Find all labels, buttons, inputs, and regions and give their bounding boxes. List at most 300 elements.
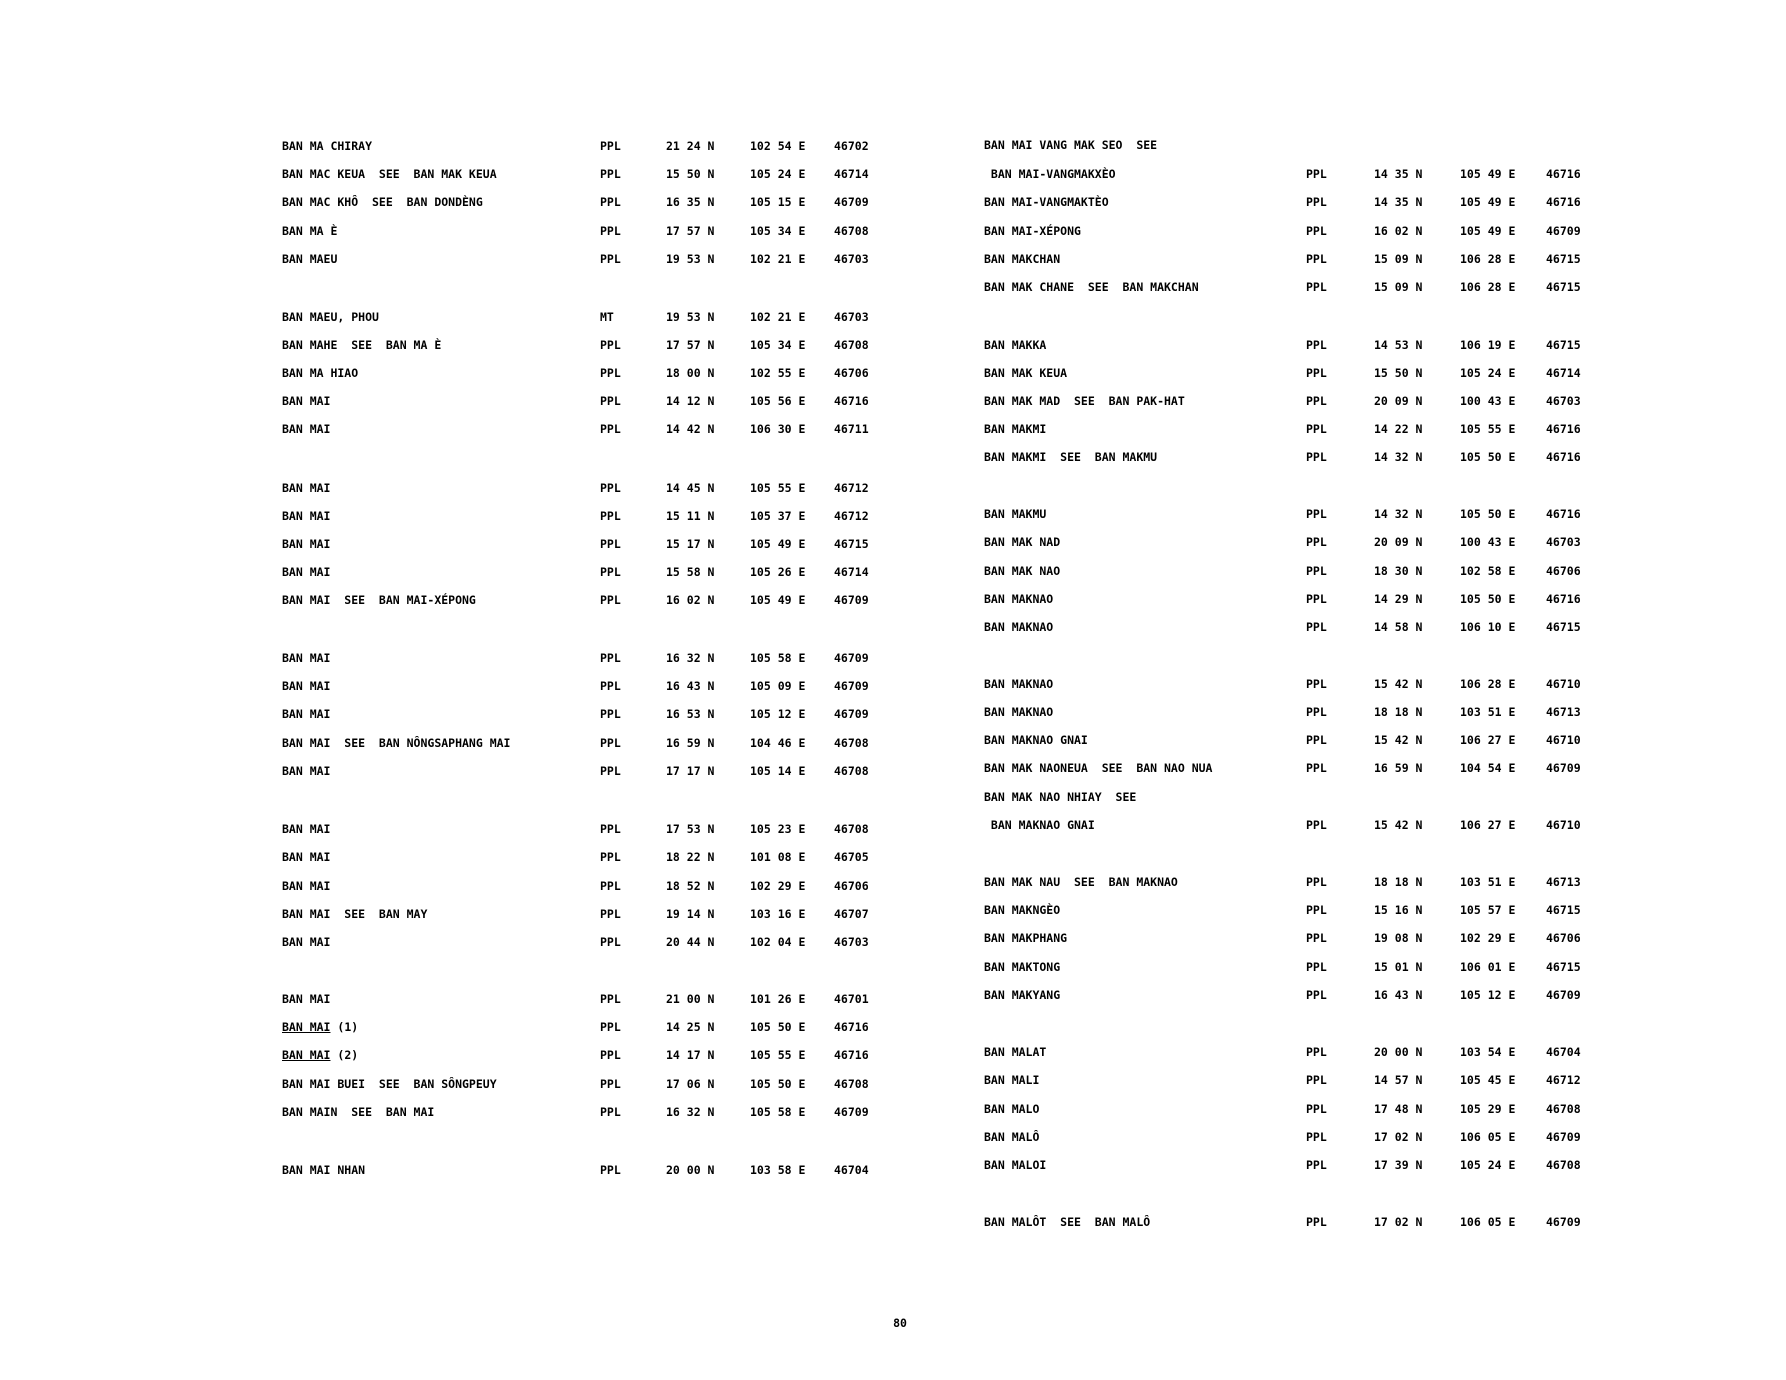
longitude: 105 29 E (1460, 1102, 1516, 1116)
longitude: 106 19 E (1460, 338, 1516, 352)
latitude: 17 39 N (1374, 1158, 1423, 1172)
place-name (984, 393, 1185, 409)
longitude: 105 49 E (1460, 195, 1516, 209)
map-code: 46715 (1546, 960, 1581, 974)
map-code: 46713 (1546, 705, 1581, 719)
place-name-text: BAN MAKMI SEE BAN MAKMU (984, 450, 1158, 464)
place-name (984, 279, 1199, 295)
place-name-text: BAN MALI (984, 1073, 1040, 1087)
latitude: 16 43 N (1374, 988, 1423, 1002)
latitude: 14 32 N (1374, 450, 1423, 464)
feature-type: PPL (600, 565, 621, 579)
place-name (984, 194, 1109, 210)
longitude: 101 08 E (750, 850, 806, 864)
place-name (282, 194, 483, 210)
map-code: 46716 (834, 394, 869, 408)
place-name (282, 337, 441, 353)
latitude: 15 50 N (1374, 366, 1423, 380)
feature-type: PPL (600, 167, 621, 181)
place-name-text: BAN MAI (282, 509, 331, 523)
place-name (282, 536, 330, 552)
place-name-text: BAN MAEU, PHOU (282, 310, 379, 324)
latitude: 16 32 N (666, 1105, 715, 1119)
feature-type: PPL (600, 195, 621, 209)
place-name-text: BAN MAKNGÈO (984, 903, 1061, 917)
latitude: 16 02 N (1374, 224, 1423, 238)
latitude: 17 06 N (666, 1077, 715, 1091)
place-name (984, 137, 1157, 153)
latitude: 17 17 N (666, 764, 715, 778)
place-name-text: BAN MAKNAO (984, 620, 1054, 634)
longitude: 105 24 E (1460, 1158, 1516, 1172)
longitude: 103 51 E (1460, 705, 1516, 719)
place-name-text: BAN MAI (282, 422, 331, 436)
longitude: 105 09 E (750, 679, 806, 693)
map-code: 46714 (834, 565, 869, 579)
place-name (282, 1076, 497, 1092)
place-name (984, 1044, 1046, 1060)
map-code: 46716 (1546, 450, 1581, 464)
latitude: 21 00 N (666, 992, 715, 1006)
latitude: 17 48 N (1374, 1102, 1423, 1116)
map-code: 46701 (834, 992, 869, 1006)
place-name-text: BAN MAI (282, 651, 331, 665)
place-name-text: BAN MAI-XÉPONG (984, 224, 1081, 238)
place-name-text: BAN MAC KHÔ SEE BAN DONDÈNG (282, 195, 483, 209)
map-code: 46710 (1546, 677, 1581, 691)
feature-type: PPL (600, 764, 621, 778)
place-name-text: BAN MAI BUEI SEE BAN SÔNGPEUY (282, 1077, 497, 1091)
longitude: 102 21 E (750, 252, 806, 266)
place-name-text: BAN MAKMU (984, 507, 1047, 521)
latitude: 14 17 N (666, 1048, 715, 1062)
latitude: 19 08 N (1374, 931, 1423, 945)
place-name (282, 934, 330, 950)
place-name-text: BAN MAI-VANGMAKXÈO (984, 167, 1116, 181)
longitude: 105 23 E (750, 822, 806, 836)
latitude: 15 50 N (666, 167, 715, 181)
longitude: 106 01 E (1460, 960, 1516, 974)
longitude: 105 24 E (750, 167, 806, 181)
feature-type: PPL (600, 509, 621, 523)
longitude: 106 28 E (1460, 252, 1516, 266)
longitude: 105 49 E (750, 537, 806, 551)
feature-type: PPL (1306, 252, 1327, 266)
latitude: 15 01 N (1374, 960, 1423, 974)
feature-type: PPL (1306, 677, 1327, 691)
place-name-text: BAN MALÔ (984, 1130, 1040, 1144)
place-name-text: BAN MAEU (282, 252, 338, 266)
latitude: 19 14 N (666, 907, 715, 921)
feature-type: PPL (1306, 705, 1327, 719)
latitude: 17 57 N (666, 338, 715, 352)
place-name-text: BAN MAI (282, 707, 331, 721)
feature-type: PPL (600, 224, 621, 238)
latitude: 14 32 N (1374, 507, 1423, 521)
place-name-text: BAN MAI (282, 764, 331, 778)
map-code: 46710 (1546, 818, 1581, 832)
place-name (984, 1157, 1046, 1173)
feature-type: PPL (600, 394, 621, 408)
longitude: 105 24 E (1460, 366, 1516, 380)
latitude: 16 53 N (666, 707, 715, 721)
place-name (282, 508, 330, 524)
map-code: 46708 (834, 764, 869, 778)
place-name (282, 365, 358, 381)
place-name-text: BAN MAK CHANE SEE BAN MAKCHAN (984, 280, 1199, 294)
place-name (984, 365, 1067, 381)
map-code: 46711 (834, 422, 869, 436)
latitude: 15 42 N (1374, 733, 1423, 747)
longitude: 102 58 E (1460, 564, 1516, 578)
longitude: 105 12 E (1460, 988, 1516, 1002)
latitude: 15 09 N (1374, 280, 1423, 294)
feature-type: PPL (1306, 450, 1327, 464)
map-code: 46709 (834, 593, 869, 607)
latitude: 14 35 N (1374, 167, 1423, 181)
place-name-text: BAN MAI (282, 537, 331, 551)
feature-type: PPL (600, 1077, 621, 1091)
latitude: 14 58 N (1374, 620, 1423, 634)
place-name (282, 1104, 434, 1120)
place-name-text: BAN MAKNAO (984, 705, 1054, 719)
latitude: 14 22 N (1374, 422, 1423, 436)
place-name-text: BAN MAI SEE BAN MAY (282, 907, 428, 921)
place-name-text: BAN MALAT (984, 1045, 1047, 1059)
latitude: 18 52 N (666, 879, 715, 893)
latitude: 20 00 N (666, 1163, 715, 1177)
map-code: 46703 (834, 310, 869, 324)
place-name-text: BAN MAKYANG (984, 988, 1061, 1002)
latitude: 15 17 N (666, 537, 715, 551)
place-name (984, 251, 1060, 267)
map-code: 46716 (1546, 422, 1581, 436)
place-name (984, 760, 1212, 776)
longitude: 105 50 E (750, 1020, 806, 1034)
place-name (984, 619, 1053, 635)
feature-type: PPL (1306, 1215, 1327, 1229)
place-name-text: BAN MAK NAONEUA SEE BAN NAO NUA (984, 761, 1213, 775)
longitude: 105 55 E (750, 1048, 806, 1062)
latitude: 16 02 N (666, 593, 715, 607)
latitude: 15 11 N (666, 509, 715, 523)
feature-type: PPL (1306, 1130, 1327, 1144)
map-code: 46702 (834, 139, 869, 153)
feature-type: PPL (1306, 422, 1327, 436)
feature-type: PPL (600, 252, 621, 266)
place-name (282, 138, 372, 154)
map-code: 46715 (1546, 338, 1581, 352)
place-name-text: BAN MAI (282, 992, 331, 1006)
place-name-text: BAN MAK NAO NHIAY SEE (984, 790, 1137, 804)
feature-type: PPL (600, 736, 621, 750)
feature-type: PPL (600, 366, 621, 380)
longitude: 106 27 E (1460, 818, 1516, 832)
place-name-text: BAN MAHE SEE BAN MA È (282, 338, 442, 352)
map-code: 46709 (1546, 1130, 1581, 1144)
latitude: 19 53 N (666, 252, 715, 266)
place-name (984, 421, 1046, 437)
latitude: 18 18 N (1374, 705, 1423, 719)
feature-type: PPL (1306, 931, 1327, 945)
place-name (282, 421, 330, 437)
place-name (984, 166, 1116, 182)
latitude: 16 32 N (666, 651, 715, 665)
feature-type: PPL (600, 1163, 621, 1177)
map-code: 46716 (834, 1020, 869, 1034)
map-code: 46715 (1546, 252, 1581, 266)
map-code: 46708 (834, 224, 869, 238)
map-code: 46706 (1546, 931, 1581, 945)
latitude: 20 44 N (666, 935, 715, 949)
feature-type: PPL (1306, 366, 1327, 380)
feature-type: PPL (600, 1048, 621, 1062)
feature-type: PPL (1306, 960, 1327, 974)
map-code: 46716 (1546, 195, 1581, 209)
longitude: 104 54 E (1460, 761, 1516, 775)
map-code: 46704 (834, 1163, 869, 1177)
place-name-text: BAN MAKKA (984, 338, 1047, 352)
longitude: 105 55 E (750, 481, 806, 495)
longitude: 105 37 E (750, 509, 806, 523)
place-name (282, 393, 330, 409)
feature-type: PPL (1306, 195, 1327, 209)
place-name (984, 223, 1081, 239)
place-name-text: BAN MALOI (984, 1158, 1047, 1172)
map-code: 46709 (834, 707, 869, 721)
map-code: 46712 (834, 481, 869, 495)
map-code: 46715 (834, 537, 869, 551)
place-name (984, 1101, 1039, 1117)
map-code: 46707 (834, 907, 869, 921)
place-name (984, 987, 1060, 1003)
place-name (984, 732, 1088, 748)
feature-type: PPL (1306, 1102, 1327, 1116)
latitude: 18 00 N (666, 366, 715, 380)
map-code: 46709 (834, 195, 869, 209)
latitude: 17 02 N (1374, 1215, 1423, 1229)
feature-type: PPL (1306, 280, 1327, 294)
map-code: 46710 (1546, 733, 1581, 747)
place-name (984, 930, 1067, 946)
place-name-text: BAN MAI (282, 822, 331, 836)
place-name (984, 817, 1095, 833)
place-name-text: BAN MALÔT SEE BAN MALÔ (984, 1215, 1151, 1229)
longitude: 102 29 E (1460, 931, 1516, 945)
map-code: 46716 (1546, 507, 1581, 521)
place-name-text: BAN MAI (282, 850, 331, 864)
longitude: 103 54 E (1460, 1045, 1516, 1059)
place-name (282, 1162, 365, 1178)
place-name-text: BAN MAKNAO GNAI (984, 818, 1095, 832)
longitude: 105 55 E (1460, 422, 1516, 436)
longitude: 105 26 E (750, 565, 806, 579)
latitude: 14 29 N (1374, 592, 1423, 606)
latitude: 20 09 N (1374, 535, 1423, 549)
map-code: 46709 (834, 679, 869, 693)
feature-type: PPL (600, 907, 621, 921)
longitude: 106 27 E (1460, 733, 1516, 747)
latitude: 16 59 N (666, 736, 715, 750)
latitude: 16 35 N (666, 195, 715, 209)
feature-type: PPL (600, 1105, 621, 1119)
place-name-text: BAN MAKPHANG (984, 931, 1068, 945)
longitude: 105 12 E (750, 707, 806, 721)
place-name-text: BAN MAI (282, 679, 331, 693)
map-code: 46708 (1546, 1102, 1581, 1116)
latitude: 20 00 N (1374, 1045, 1423, 1059)
latitude: 14 45 N (666, 481, 715, 495)
longitude: 103 58 E (750, 1163, 806, 1177)
latitude: 17 02 N (1374, 1130, 1423, 1144)
longitude: 105 58 E (750, 651, 806, 665)
feature-type: PPL (1306, 167, 1327, 181)
place-name (282, 592, 476, 608)
map-code: 46715 (1546, 280, 1581, 294)
place-name (282, 991, 330, 1007)
map-code: 46715 (1546, 903, 1581, 917)
place-name (984, 789, 1136, 805)
map-code: 46716 (834, 1048, 869, 1062)
longitude: 105 14 E (750, 764, 806, 778)
feature-type: PPL (1306, 875, 1327, 889)
feature-type: PPL (600, 679, 621, 693)
place-name-text: BAN MAI (282, 394, 331, 408)
place-name-text: BAN MAI NHAN (282, 1163, 366, 1177)
feature-type: PPL (1306, 903, 1327, 917)
feature-type: PPL (600, 879, 621, 893)
longitude: 105 56 E (750, 394, 806, 408)
place-name (984, 704, 1053, 720)
place-name-text: BAN MA CHIRAY (282, 139, 373, 153)
place-name (984, 1072, 1039, 1088)
place-name (984, 506, 1046, 522)
feature-type: PPL (600, 422, 621, 436)
place-name (282, 735, 510, 751)
longitude: 102 55 E (750, 366, 806, 380)
place-name-text: BAN MAK NAO (984, 564, 1061, 578)
longitude: 105 49 E (750, 593, 806, 607)
longitude: 105 50 E (1460, 592, 1516, 606)
longitude: 106 28 E (1460, 677, 1516, 691)
place-name (984, 959, 1060, 975)
map-code: 46712 (834, 509, 869, 523)
map-code: 46703 (834, 935, 869, 949)
feature-type: PPL (1306, 394, 1327, 408)
longitude: 102 04 E (750, 935, 806, 949)
place-name-text: BAN MAKNAO (984, 592, 1054, 606)
longitude: 105 49 E (1460, 167, 1516, 181)
place-name (984, 449, 1157, 465)
latitude: 15 42 N (1374, 677, 1423, 691)
longitude: 105 49 E (1460, 224, 1516, 238)
place-name (984, 563, 1060, 579)
place-name (282, 678, 330, 694)
feature-type: PPL (1306, 1045, 1327, 1059)
map-code: 46709 (834, 651, 869, 665)
longitude: 105 50 E (1460, 450, 1516, 464)
place-name-text: BAN MAI (282, 935, 331, 949)
place-name-suffix: (1) (330, 1020, 359, 1034)
longitude: 101 26 E (750, 992, 806, 1006)
longitude: 105 58 E (750, 1105, 806, 1119)
map-code: 46714 (1546, 366, 1581, 380)
place-name (984, 874, 1178, 890)
feature-type: PPL (600, 338, 621, 352)
latitude: 15 16 N (1374, 903, 1423, 917)
latitude: 16 59 N (1374, 761, 1423, 775)
place-name (282, 1047, 358, 1063)
latitude: 14 57 N (1374, 1073, 1423, 1087)
place-name (282, 480, 330, 496)
map-code: 46716 (1546, 592, 1581, 606)
place-name-text: BAN MAKNAO (984, 677, 1054, 691)
place-name (282, 878, 330, 894)
place-name-text: BAN MAKMI (984, 422, 1047, 436)
place-name-text: BAN MAK KEUA (984, 366, 1068, 380)
map-code: 46706 (834, 879, 869, 893)
feature-type: PPL (1306, 818, 1327, 832)
longitude: 105 34 E (750, 338, 806, 352)
latitude: 17 57 N (666, 224, 715, 238)
feature-type: PPL (600, 822, 621, 836)
latitude: 18 22 N (666, 850, 715, 864)
place-name-text: BAN MAKCHAN (984, 252, 1061, 266)
longitude: 105 50 E (750, 1077, 806, 1091)
place-name (282, 166, 497, 182)
place-name-text: BAN MAK MAD SEE BAN PAK-HAT (984, 394, 1185, 408)
longitude: 105 57 E (1460, 903, 1516, 917)
latitude: 15 09 N (1374, 252, 1423, 266)
place-name-text: BAN MAKTONG (984, 960, 1061, 974)
place-name (282, 906, 427, 922)
map-code: 46708 (834, 736, 869, 750)
place-name-suffix: (2) (330, 1048, 359, 1062)
place-name (282, 309, 379, 325)
map-code: 46706 (834, 366, 869, 380)
place-name (282, 650, 330, 666)
place-name-text: BAN MAC KEUA SEE BAN MAK KEUA (282, 167, 497, 181)
place-name-text: BAN MAI (282, 481, 331, 495)
map-code: 46709 (1546, 988, 1581, 1002)
latitude: 19 53 N (666, 310, 715, 324)
map-code: 46703 (1546, 394, 1581, 408)
longitude: 106 05 E (1460, 1130, 1516, 1144)
latitude: 16 43 N (666, 679, 715, 693)
place-name (984, 902, 1060, 918)
place-name (984, 337, 1046, 353)
feature-type: PPL (600, 537, 621, 551)
place-name-text: BAN MAI VANG MAK SEO SEE (984, 138, 1158, 152)
feature-type: PPL (600, 850, 621, 864)
latitude: 14 53 N (1374, 338, 1423, 352)
feature-type: PPL (600, 992, 621, 1006)
latitude: 14 25 N (666, 1020, 715, 1034)
map-code: 46704 (1546, 1045, 1581, 1059)
map-code: 46709 (1546, 1215, 1581, 1229)
feature-type: PPL (1306, 564, 1327, 578)
place-name-text: BAN MAI SEE BAN MAI-XÉPONG (282, 593, 476, 607)
feature-type: PPL (600, 707, 621, 721)
longitude: 105 34 E (750, 224, 806, 238)
place-name (282, 564, 330, 580)
latitude: 20 09 N (1374, 394, 1423, 408)
place-name-text: BAN MAI (282, 1048, 331, 1062)
feature-type: PPL (1306, 1073, 1327, 1087)
map-code: 46714 (834, 167, 869, 181)
latitude: 18 18 N (1374, 875, 1423, 889)
place-name-text: BAN MAIN SEE BAN MAI (282, 1105, 435, 1119)
